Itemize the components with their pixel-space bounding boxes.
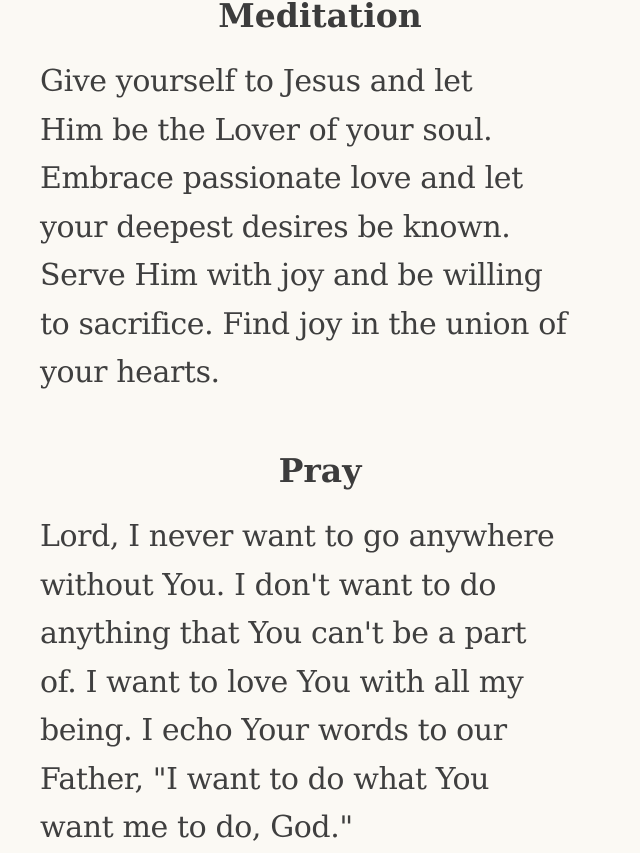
pray-line: of. I want to love You with all my <box>40 664 524 700</box>
meditation-line: Him be the Lover of your soul. <box>40 112 493 148</box>
pray-line: being. I echo Your words to our <box>40 713 507 748</box>
pray-line: anything that You can't be a part <box>40 616 527 651</box>
pray-line: Father, "I want to do what You <box>40 761 490 797</box>
pray-line: Lord, I never want to go anywhere <box>40 519 555 554</box>
meditation-line: Serve Him with joy and be willing <box>40 258 543 293</box>
meditation-heading: Meditation <box>218 0 422 35</box>
meditation-line: Give yourself to Jesus and let <box>40 64 473 99</box>
meditation-line: Embrace passionate love and let <box>40 161 523 196</box>
meditation-paragraph <box>40 58 630 398</box>
pray-line: want me to do, God." <box>40 810 353 845</box>
pray-paragraph <box>40 513 630 853</box>
pray-line: without You. I don't want to do <box>40 567 497 603</box>
pray-heading: Pray <box>278 451 362 490</box>
meditation-line: to sacrifice. Find joy in the union of <box>40 306 567 342</box>
meditation-line: your deepest desires be known. <box>40 209 511 245</box>
meditation-line: your hearts. <box>40 355 220 390</box>
